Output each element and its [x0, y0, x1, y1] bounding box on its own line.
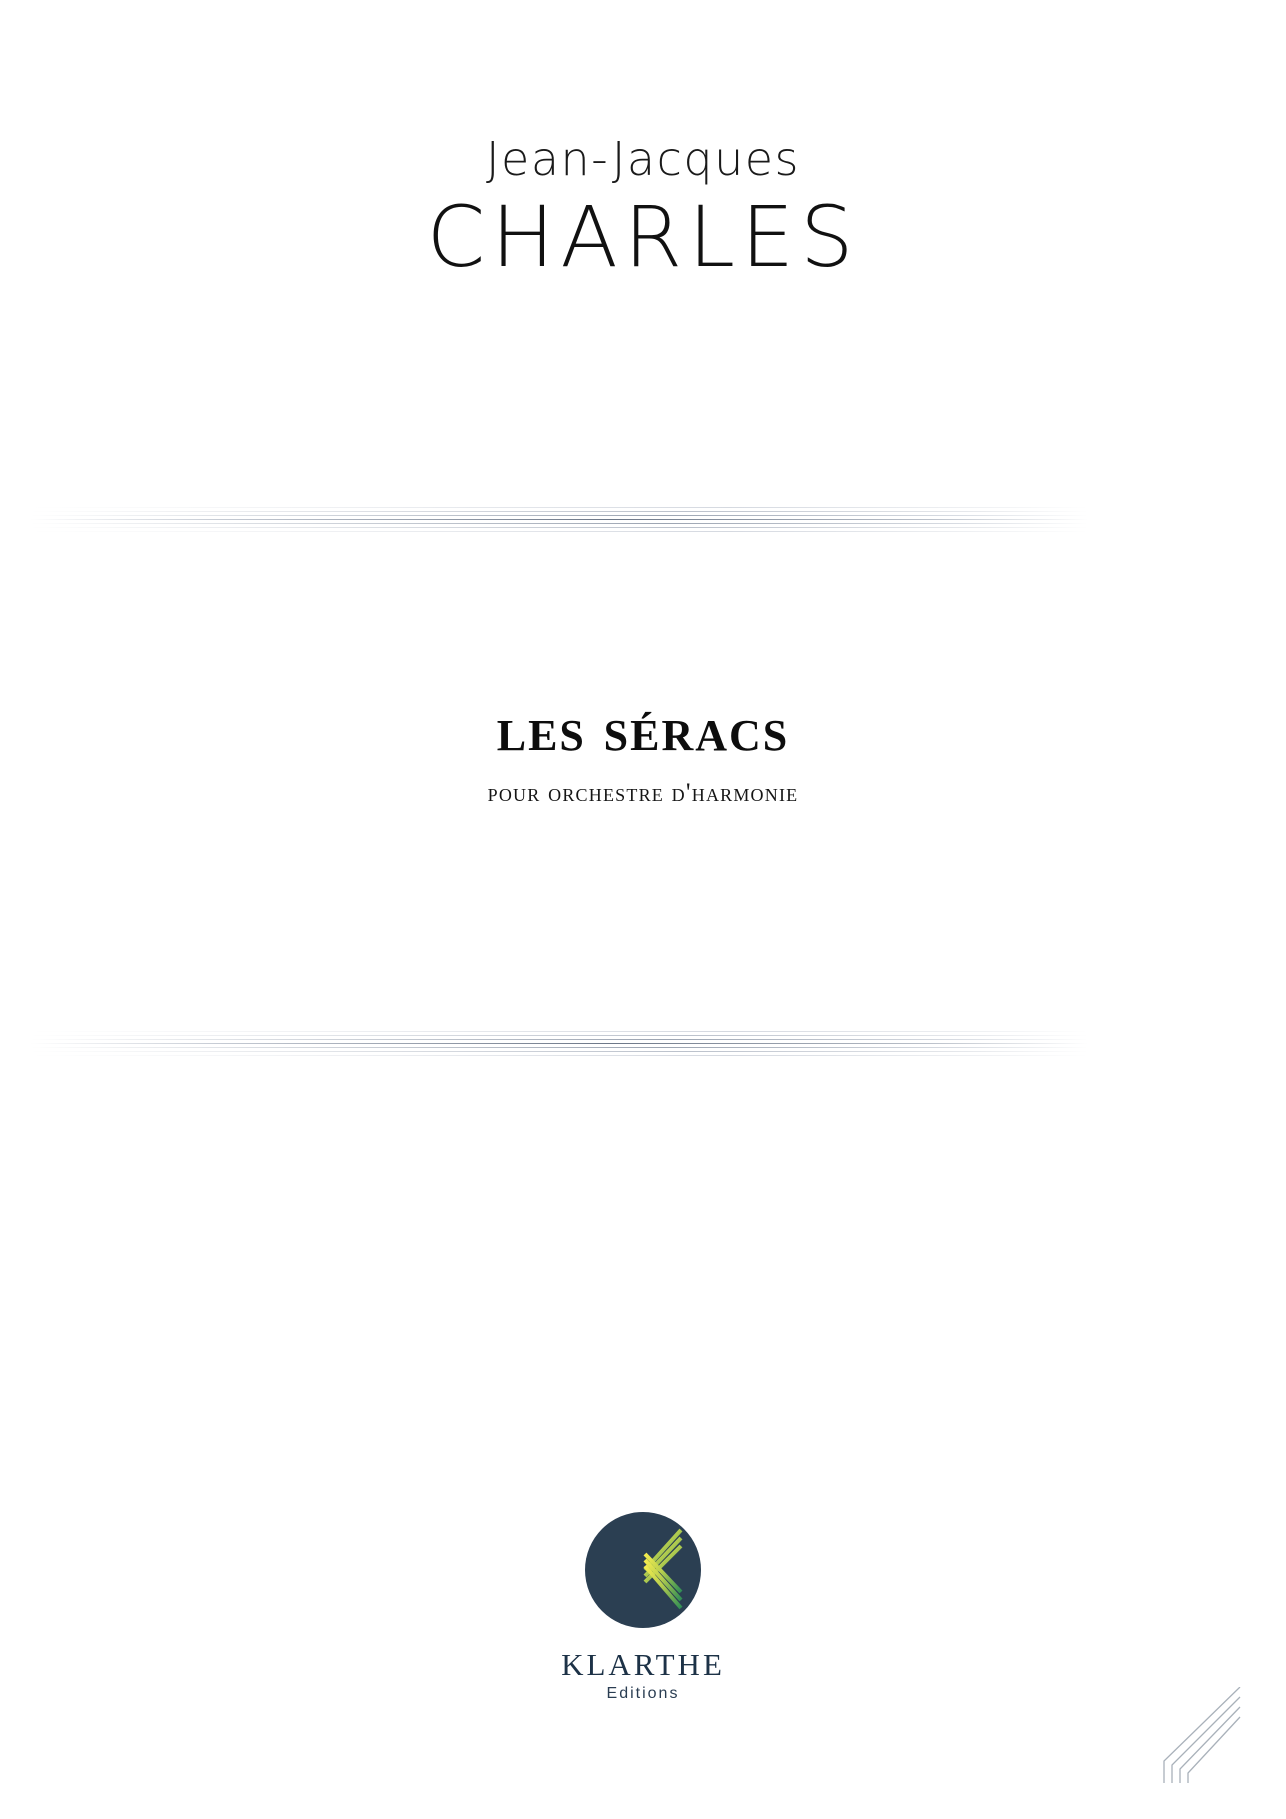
decorative-rule-top [30, 507, 1088, 533]
rule-line [30, 515, 1088, 516]
rule-line [30, 1039, 1088, 1040]
publisher-name: KLARTHE [561, 1647, 725, 1682]
title-block [0, 695, 1286, 808]
publisher-tagline: Editions [606, 1685, 680, 1702]
rule-line [30, 1055, 1088, 1056]
composer-first-name: Jean-Jacques [485, 132, 801, 186]
rule-line [30, 1031, 1088, 1032]
rule-line [30, 1047, 1088, 1048]
corner-mark-icon [1158, 1687, 1244, 1783]
rule-line [30, 523, 1088, 524]
composer-last-name: CHARLES [426, 188, 860, 287]
rule-line [30, 1043, 1088, 1044]
decorative-rule-bottom [30, 1031, 1088, 1057]
rule-line [30, 511, 1088, 512]
rule-line [30, 531, 1088, 532]
publisher-block [0, 1508, 1286, 1703]
work-subtitle: pour orchestre d'harmonie [487, 778, 799, 808]
work-title: les séracs [496, 694, 790, 764]
rule-line [30, 1051, 1088, 1052]
klarthe-logo-icon [581, 1508, 705, 1632]
rule-line [30, 1035, 1088, 1036]
rule-line [30, 519, 1088, 520]
rule-line [30, 507, 1088, 508]
composer-block [0, 132, 1286, 287]
rule-line [30, 527, 1088, 528]
